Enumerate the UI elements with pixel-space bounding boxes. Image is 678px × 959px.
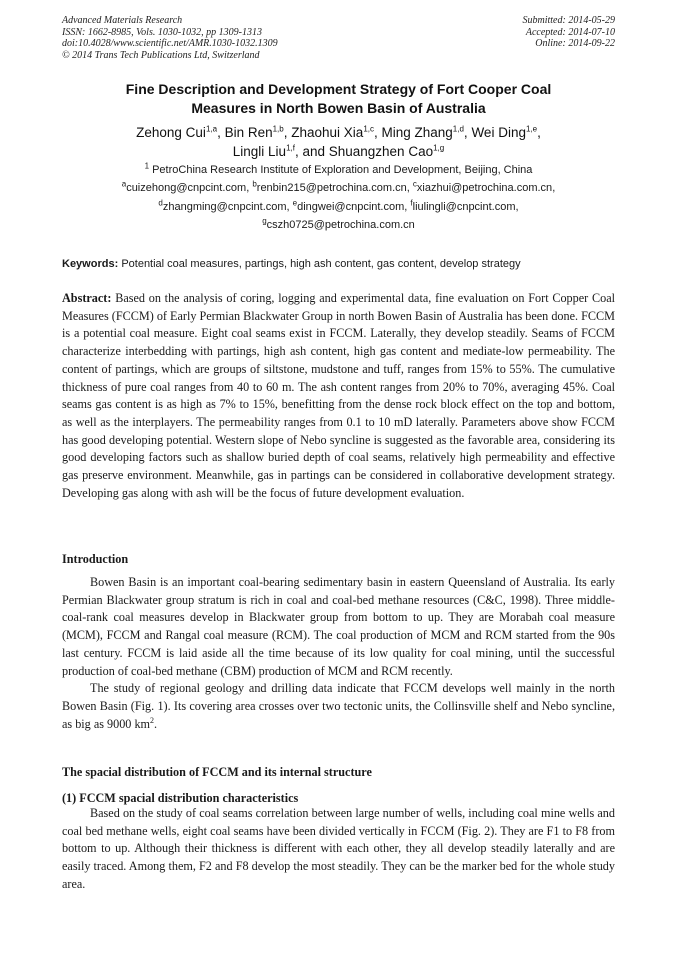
- email-sup: a: [121, 179, 127, 189]
- author-name: Shuangzhen Cao: [328, 144, 434, 159]
- keywords: [62, 257, 622, 271]
- doi-line: doi:10.4028/www.scientific.net/AMR.1030-1032.1309: [62, 38, 278, 49]
- section-2-heading: The spacial distribution of FCCM and its internal structure: [62, 765, 372, 779]
- author-sup: 1,a: [205, 124, 218, 134]
- author-name: Ming Zhang: [381, 125, 453, 140]
- intro-paragraph-1: Bowen Basin is an important coal-bearing sedimentary basin in eastern Queensland of Australia. Its early Permian Blackwater group stratum is rich in coal and coal-bed methane resources (C&C, 1998). Three middle-coal-rank coal measures develop in Blackwater group from bottom to up. They are Morabah coal measure (MCM), FCCM and Rangal coal measure (RCM). The coal production of MCM and RCM started from the 90s last century. FCCM is laid aside all the time because of its low quality for coal mining, until the successful production of coal-bed methane (CBM) production of MCM and RCM recently.: [62, 575, 615, 678]
- email-address[interactable]: liulingli@cnpcint.com: [412, 200, 516, 213]
- intro-paragraph-2: [62, 680, 615, 733]
- affiliation: [62, 162, 615, 178]
- author-name: Wei Ding: [471, 125, 526, 140]
- online-date: Online: 2014-09-22: [535, 38, 615, 49]
- author-name: Bin Ren: [224, 125, 273, 140]
- affiliation-sup: 1: [144, 161, 150, 171]
- email-address[interactable]: dingwei@cnpcint.com: [297, 200, 405, 213]
- intro-paragraph-2-text: The study of regional geology and drilling data indicate that FCCM develops well mainly in the north Bowen Basin (Fig. 1). Its covering area crosses over two tectonic units, the Collinsville shelf and Nebo syncline, as big as 9000 km: [62, 681, 615, 731]
- introduction-heading: Introduction: [62, 552, 129, 566]
- introduction-body: [62, 574, 615, 733]
- submitted-date: Submitted: 2014-05-29: [522, 15, 615, 26]
- author-sup: 1,f: [286, 143, 295, 153]
- issn-line: ISSN: 1662-8985, Vols. 1030-1032, pp 1309-1313: [62, 26, 262, 38]
- abstract-text: Based on the analysis of coring, logging and experimental data, fine evaluation on Fort Copper Coal Measures (FCCM) of Early Permian Blackwater Group in north Bowen Basin of Australia has been done. FCCM is a potential coal measure. Eight coal seams exist in FCCM. Laterally, they develop steadily. Seams of FCCM characterize interbedding with partings, high ash content, high gas content and mediate-low permeability. The content of partings, which are groups of siltstone, mudstone and tuff, ranges from 15% to 55%. The cumulative thickness of pure coal ranges from 40 to 60 m. The ash content ranges from 20% to 70%, averaging 45%. Coal seams gas content is as high as 7% to 15%, benefitting from the dense rock block effect on the top and bottom, as well as the interplayers. The permeability ranges from 0.1 to 10 mD laterally. Parameters above show FCCM has good developing potential. Western slope of Nebo syncline is suggested as the favorable area, considering its good developing factors such as shallow buried depth of coal seams, relatively high permeability and effective gas preserve environment. Meanwhile, gas in partings can be considered in collaborative development strategy. Developing gas along with ash will be the focus of future development evaluation.: [62, 291, 615, 500]
- km-superscript: 2: [150, 715, 155, 725]
- author-sup: 1,g: [433, 143, 445, 153]
- section-2-paragraph: Based on the study of coal seams correlation between large number of wells, including coal mine wells and coal bed methane wells, eight coal seams have been divided vertically in FCCM (Fig. 2). They are F1 to F8 from bottom to up. Although their thickness is different with each other, they all develop steadily laterally and are easily traced. Among them, F2 and F8 develop the most steadily. They can be the marker bed for the whole study area.: [62, 806, 615, 891]
- email-address[interactable]: renbin215@petrochina.com.cn: [256, 182, 407, 194]
- section-2-body: [62, 805, 615, 894]
- affiliation-text: PetroChina Research Institute of Exploration and Development, Beijing, China: [152, 164, 533, 176]
- email-sup: d: [158, 197, 163, 207]
- author-list: Zehong Cui$^{1,a}$, Bin Ren$^{1,b}$, Zhaohui Xia$^{1,c}$, Ming Zhang$^{1,d}$, Wei Ding$^{1,e}$, Lingli Liu$^{1,f}$, and Shuangzhen Cao$^{1,g}$: [136, 124, 541, 159]
- email-sup: f: [410, 197, 413, 207]
- author-sup: 1,d: [452, 124, 464, 134]
- keywords-text: Potential coal measures, partings, high ash content, gas content, develop strategy: [121, 258, 521, 270]
- author-name: Lingli Liu: [232, 144, 287, 159]
- copyright-line: © 2014 Trans Tech Publications Ltd, Switzerland: [62, 49, 260, 61]
- email-sup: g: [262, 216, 267, 226]
- author-sup: 1,b: [272, 124, 284, 134]
- paper-title: [62, 80, 615, 118]
- author-name: Zehong Cui: [136, 125, 206, 140]
- email-list: $^a$cuizehong@cnpcint.com, $^b$renbin215@petrochina.com.cn, $^c$xiazhui@petrochina.com.cn, $^d$zhangming@cnpcint.com, $^e$dingwei@cnpcint.com, $^f$liulingli@cnpcint.com, $^g$cszh0725@petrochina.com.cn: [121, 179, 556, 231]
- dates-header: [523, 15, 616, 50]
- email-sup: c: [412, 179, 417, 189]
- journal-header: [62, 15, 278, 61]
- email-address[interactable]: xiazhui@petrochina.com.cn: [416, 182, 553, 194]
- email-address[interactable]: cuizehong@cnpcint.com: [126, 182, 247, 194]
- journal-name: Advanced Materials Research: [62, 15, 183, 26]
- author-name: Zhaohui Xia: [291, 125, 364, 140]
- email-sup: b: [252, 179, 257, 189]
- title-line-1: Fine Description and Development Strategy of Fort Cooper Coal: [125, 81, 552, 97]
- author-sup: 1,e: [525, 124, 538, 134]
- email-address[interactable]: cszh0725@petrochina.com.cn: [266, 219, 415, 231]
- abstract: [62, 290, 615, 502]
- abstract-label: Abstract:: [62, 291, 112, 305]
- intro-paragraph-2-end: .: [154, 716, 158, 731]
- section-2-subheading: (1) FCCM spacial distribution characteristics: [62, 791, 299, 805]
- accepted-date: Accepted: 2014-07-10: [525, 26, 615, 38]
- email-sup: e: [292, 197, 298, 207]
- title-line-2: Measures in North Bowen Basin of Australia: [191, 100, 486, 116]
- keywords-label: Keywords:: [62, 258, 119, 270]
- author-sup: 1,c: [363, 124, 374, 134]
- email-address[interactable]: zhangming@cnpcint.com: [162, 200, 287, 213]
